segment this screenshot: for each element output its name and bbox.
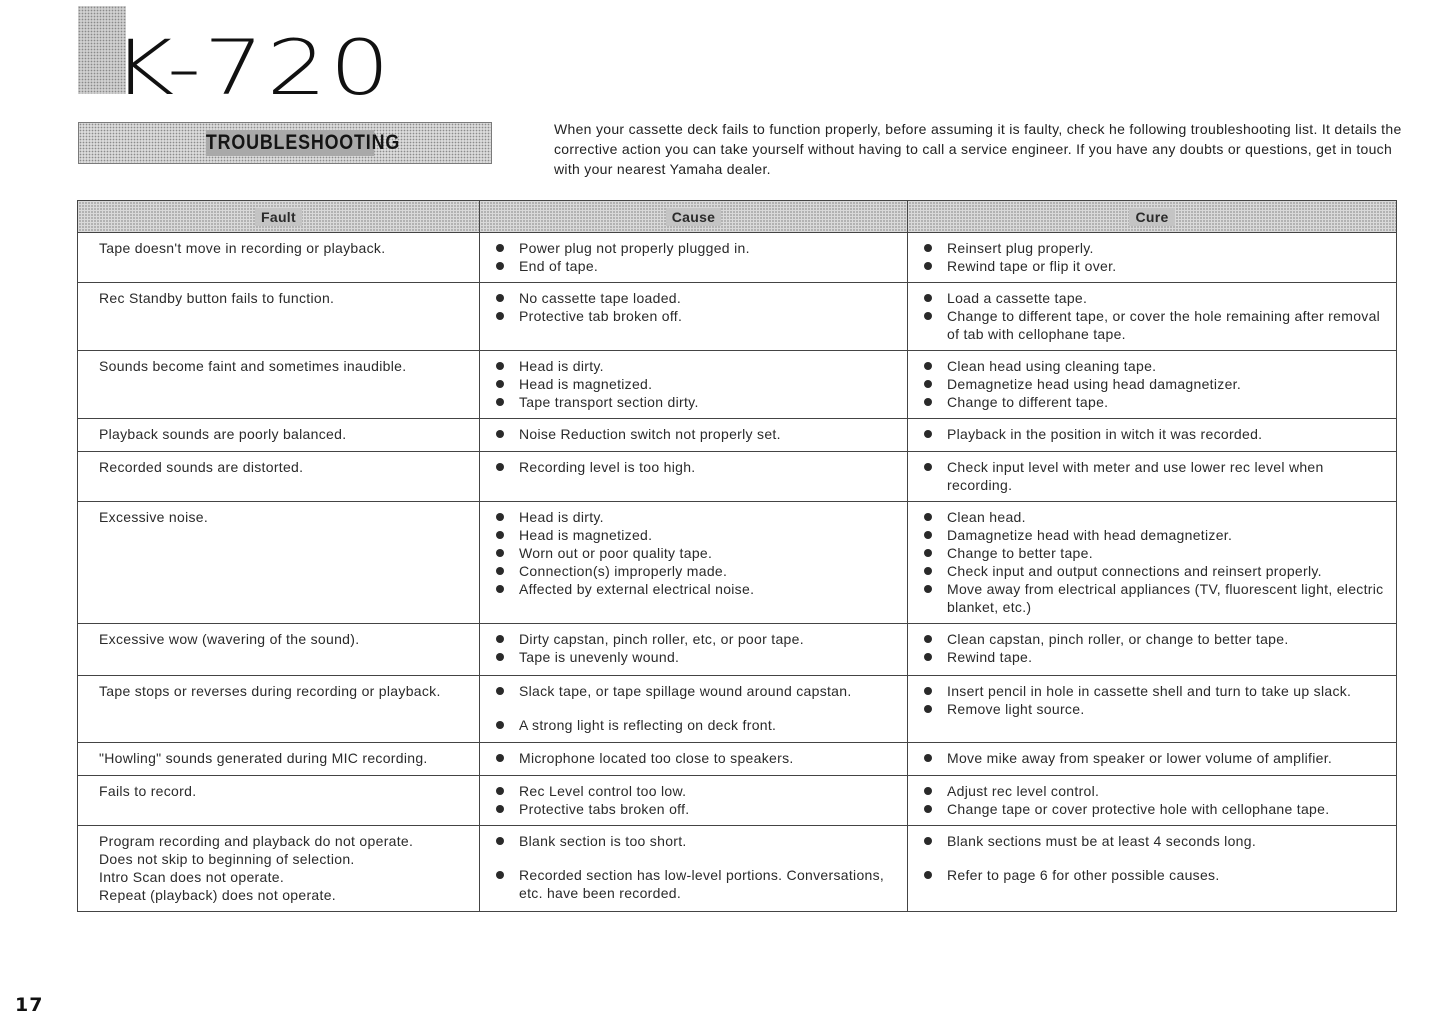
cure-item: [920, 544, 1386, 562]
cause-item: [492, 580, 897, 598]
cause-text: Power plug not properly plugged in.: [519, 240, 750, 256]
cure-item: [920, 239, 1386, 257]
cure-item: [920, 749, 1386, 767]
bullet-icon: [924, 463, 932, 471]
bullet-icon: [924, 787, 932, 795]
cure-text: Move mike away from speaker or lower volume of amplifier.: [947, 750, 1333, 766]
fault-cell: [78, 676, 480, 743]
bullet-icon: [496, 398, 504, 406]
bullet-icon: [496, 362, 504, 370]
cure-item: [920, 257, 1386, 275]
cause-item: [492, 257, 897, 275]
fault-text: "Howling" sounds generated during MIC recording.: [99, 750, 428, 766]
fault-text: Excessive wow (wavering of the sound).: [99, 631, 360, 647]
fault-cell: [78, 233, 480, 283]
cause-cell: [480, 826, 908, 912]
cause-item: [492, 375, 897, 393]
fault-text: Does not skip to beginning of selection.: [99, 851, 355, 867]
cause-text: Rec Level control too low.: [519, 783, 687, 799]
troubleshooting-table: [77, 200, 1397, 912]
cause-text: Noise Reduction switch not properly set.: [519, 426, 781, 442]
cause-cell: [480, 419, 908, 452]
fault-cell: [78, 624, 480, 676]
cause-item: [492, 716, 897, 734]
section-title: TROUBLESHOOTING: [205, 131, 401, 154]
table-row: [78, 776, 1397, 826]
cause-text: Head is magnetized.: [519, 527, 653, 543]
cure-item: [920, 866, 1386, 884]
bullet-icon: [496, 244, 504, 252]
cause-text: Affected by external electrical noise.: [519, 581, 755, 597]
cause-cell: [480, 502, 908, 624]
fault-text: Intro Scan does not operate.: [99, 869, 285, 885]
column-header-cause: Cause: [480, 201, 908, 233]
fault-text: Tape doesn't move in recording or playback.: [99, 240, 386, 256]
bullet-icon: [496, 635, 504, 643]
cure-text: Reinsert plug properly.: [947, 240, 1094, 256]
bullet-icon: [496, 653, 504, 661]
cure-item: [920, 832, 1386, 850]
cause-text: Protective tabs broken off.: [519, 801, 690, 817]
table-row: [78, 351, 1397, 419]
cure-text: Clean head.: [947, 509, 1026, 525]
cause-text: Protective tab broken off.: [519, 308, 683, 324]
model-title: K-720: [112, 23, 393, 112]
cure-text: Demagnetize head using head damagnetizer.: [947, 376, 1242, 392]
page-number: 17: [15, 994, 44, 1016]
cure-cell: [908, 283, 1397, 351]
cause-item: [492, 425, 897, 443]
cure-cell: [908, 826, 1397, 912]
bullet-icon: [496, 312, 504, 320]
bullet-icon: [924, 871, 932, 879]
table-row: [78, 452, 1397, 502]
cure-text: Change tape or cover protective hole with cellophane tape.: [947, 801, 1330, 817]
cause-text: End of tape.: [519, 258, 599, 274]
table-row: [78, 502, 1397, 624]
cause-item: [492, 289, 897, 307]
bullet-icon: [924, 837, 932, 845]
bullet-icon: [496, 721, 504, 729]
cause-cell: [480, 351, 908, 419]
cure-text: Insert pencil in hole in cassette shell and turn to take up slack.: [947, 683, 1352, 699]
cure-item: [920, 630, 1386, 648]
cure-text: Rewind tape or flip it over.: [947, 258, 1117, 274]
cause-item: [492, 357, 897, 375]
fault-text: Sounds become faint and sometimes inaudible.: [99, 358, 407, 374]
bullet-icon: [924, 294, 932, 302]
cause-text: Worn out or poor quality tape.: [519, 545, 713, 561]
cause-item: [492, 832, 897, 850]
cause-text: Head is magnetized.: [519, 376, 653, 392]
cure-cell: [908, 502, 1397, 624]
cause-text: Recording level is too high.: [519, 459, 696, 475]
fault-cell: [78, 743, 480, 776]
cure-item: [920, 648, 1386, 666]
cure-item: [920, 800, 1386, 818]
cure-cell: [908, 419, 1397, 452]
table-row: [78, 676, 1397, 743]
cure-item: [920, 682, 1386, 700]
fault-cell: [78, 776, 480, 826]
bullet-icon: [924, 513, 932, 521]
bullet-icon: [496, 513, 504, 521]
cure-item: [920, 357, 1386, 375]
fault-text: Program recording and playback do not operate.: [99, 833, 414, 849]
section-banner: [78, 122, 492, 164]
bullet-icon: [924, 805, 932, 813]
cause-item: [492, 508, 897, 526]
cure-item: [920, 375, 1386, 393]
bullet-icon: [496, 262, 504, 270]
cause-cell: [480, 283, 908, 351]
cause-text: Recorded section has low-level portions. Conversations, etc. have been recorded.: [519, 867, 885, 901]
cure-text: Move away from electrical appliances (TV, fluorescent light, electric blanket, etc.): [947, 581, 1384, 615]
bullet-icon: [496, 463, 504, 471]
bullet-icon: [924, 531, 932, 539]
bullet-icon: [924, 754, 932, 762]
cure-text: Blank sections must be at least 4 seconds long.: [947, 833, 1257, 849]
cause-text: Tape transport section dirty.: [519, 394, 699, 410]
cause-text: Connection(s) improperly made.: [519, 563, 728, 579]
bullet-icon: [924, 687, 932, 695]
bullet-icon: [924, 635, 932, 643]
cause-cell: [480, 743, 908, 776]
table-row: [78, 826, 1397, 912]
cure-cell: [908, 776, 1397, 826]
bullet-icon: [496, 787, 504, 795]
cause-text: Head is dirty.: [519, 358, 604, 374]
cause-cell: [480, 233, 908, 283]
cause-text: A strong light is reflecting on deck front.: [519, 717, 777, 733]
bullet-icon: [496, 805, 504, 813]
bullet-icon: [924, 705, 932, 713]
cure-text: Clean capstan, pinch roller, or change to better tape.: [947, 631, 1289, 647]
cure-text: Check input level with meter and use lower rec level when recording.: [947, 459, 1324, 493]
bullet-icon: [924, 398, 932, 406]
cure-item: [920, 562, 1386, 580]
table-row: [78, 233, 1397, 283]
bullet-icon: [496, 531, 504, 539]
cause-text: Slack tape, or tape spillage wound around capstan.: [519, 683, 852, 699]
bullet-icon: [496, 549, 504, 557]
cure-text: Change to better tape.: [947, 545, 1093, 561]
cause-item: [492, 458, 897, 476]
cause-item: [492, 239, 897, 257]
fault-text: Fails to record.: [99, 783, 197, 799]
cause-item: [492, 866, 897, 902]
cause-item: [492, 544, 897, 562]
cure-text: Clean head using cleaning tape.: [947, 358, 1157, 374]
cause-item: [492, 800, 897, 818]
bullet-icon: [496, 871, 504, 879]
bullet-icon: [496, 754, 504, 762]
cause-text: Head is dirty.: [519, 509, 604, 525]
bullet-icon: [924, 262, 932, 270]
bullet-icon: [496, 585, 504, 593]
bullet-icon: [924, 585, 932, 593]
fault-text: Playback sounds are poorly balanced.: [99, 426, 347, 442]
cure-item: [920, 289, 1386, 307]
cure-item: [920, 580, 1386, 616]
cure-text: Remove light source.: [947, 701, 1085, 717]
cause-cell: [480, 676, 908, 743]
cure-item: [920, 393, 1386, 411]
table-row: [78, 283, 1397, 351]
cure-text: Load a cassette tape.: [947, 290, 1088, 306]
fault-text: Excessive noise.: [99, 509, 209, 525]
cure-item: [920, 526, 1386, 544]
cause-cell: [480, 452, 908, 502]
cure-cell: [908, 233, 1397, 283]
cure-text: Rewind tape.: [947, 649, 1033, 665]
cure-text: Refer to page 6 for other possible causes.: [947, 867, 1220, 883]
cure-text: Change to different tape.: [947, 394, 1109, 410]
cure-item: [920, 700, 1386, 718]
cause-item: [492, 749, 897, 767]
bullet-icon: [924, 380, 932, 388]
cure-cell: [908, 676, 1397, 743]
bullet-icon: [924, 430, 932, 438]
fault-text: Repeat (playback) does not operate.: [99, 887, 336, 903]
cure-text: Adjust rec level control.: [947, 783, 1100, 799]
bullet-icon: [924, 567, 932, 575]
cause-item: [492, 630, 897, 648]
fault-cell: [78, 452, 480, 502]
cure-item: [920, 458, 1386, 494]
cure-cell: [908, 351, 1397, 419]
cause-cell: [480, 776, 908, 826]
cause-text: No cassette tape loaded.: [519, 290, 682, 306]
column-header-cure: Cure: [908, 201, 1397, 233]
bullet-icon: [496, 294, 504, 302]
bullet-icon: [924, 653, 932, 661]
cause-item: [492, 307, 897, 325]
bullet-icon: [496, 567, 504, 575]
cure-text: Damagnetize head with head demagnetizer.: [947, 527, 1233, 543]
cause-item: [492, 682, 897, 700]
bullet-icon: [924, 362, 932, 370]
cause-item: [492, 562, 897, 580]
fault-cell: [78, 826, 480, 912]
fault-text: Tape stops or reverses during recording or playback.: [99, 683, 441, 699]
cure-cell: [908, 743, 1397, 776]
cure-cell: [908, 452, 1397, 502]
fault-cell: [78, 419, 480, 452]
bullet-icon: [924, 549, 932, 557]
cause-item: [492, 526, 897, 544]
cure-item: [920, 425, 1386, 443]
fault-cell: [78, 283, 480, 351]
bullet-icon: [496, 380, 504, 388]
cause-item: [492, 648, 897, 666]
bullet-icon: [924, 312, 932, 320]
fault-cell: [78, 502, 480, 624]
bullet-icon: [924, 244, 932, 252]
cause-text: Dirty capstan, pinch roller, etc, or poor tape.: [519, 631, 804, 647]
cure-cell: [908, 624, 1397, 676]
cause-text: Microphone located too close to speakers.: [519, 750, 794, 766]
table-row: [78, 419, 1397, 452]
cause-text: Blank section is too short.: [519, 833, 687, 849]
cure-item: [920, 307, 1386, 343]
bullet-icon: [496, 430, 504, 438]
cure-text: Check input and output connections and reinsert properly.: [947, 563, 1322, 579]
fault-text: Recorded sounds are distorted.: [99, 459, 304, 475]
cure-item: [920, 782, 1386, 800]
cause-cell: [480, 624, 908, 676]
cause-text: Tape is unevenly wound.: [519, 649, 680, 665]
fault-text: Rec Standby button fails to function.: [99, 290, 335, 306]
table-header-row: [78, 201, 1397, 233]
table-row: [78, 743, 1397, 776]
cause-item: [492, 393, 897, 411]
bullet-icon: [496, 687, 504, 695]
intro-paragraph: When your cassette deck fails to function properly, before assuming it is faulty, check he following troubleshooting list. It details the corrective action you can take yourself without having to call a service engineer. If you have any doubts or questions, get in touch with your nearest Yamaha dealer.: [554, 121, 1402, 177]
cause-item: [492, 782, 897, 800]
fault-cell: [78, 351, 480, 419]
cure-text: Change to different tape, or cover the hole remaining after removal of tab with cellophane tape.: [947, 308, 1381, 342]
cure-text: Playback in the position in witch it was recorded.: [947, 426, 1263, 442]
column-header-fault: Fault: [78, 201, 480, 233]
table-row: [78, 624, 1397, 676]
bullet-icon: [496, 837, 504, 845]
cure-item: [920, 508, 1386, 526]
